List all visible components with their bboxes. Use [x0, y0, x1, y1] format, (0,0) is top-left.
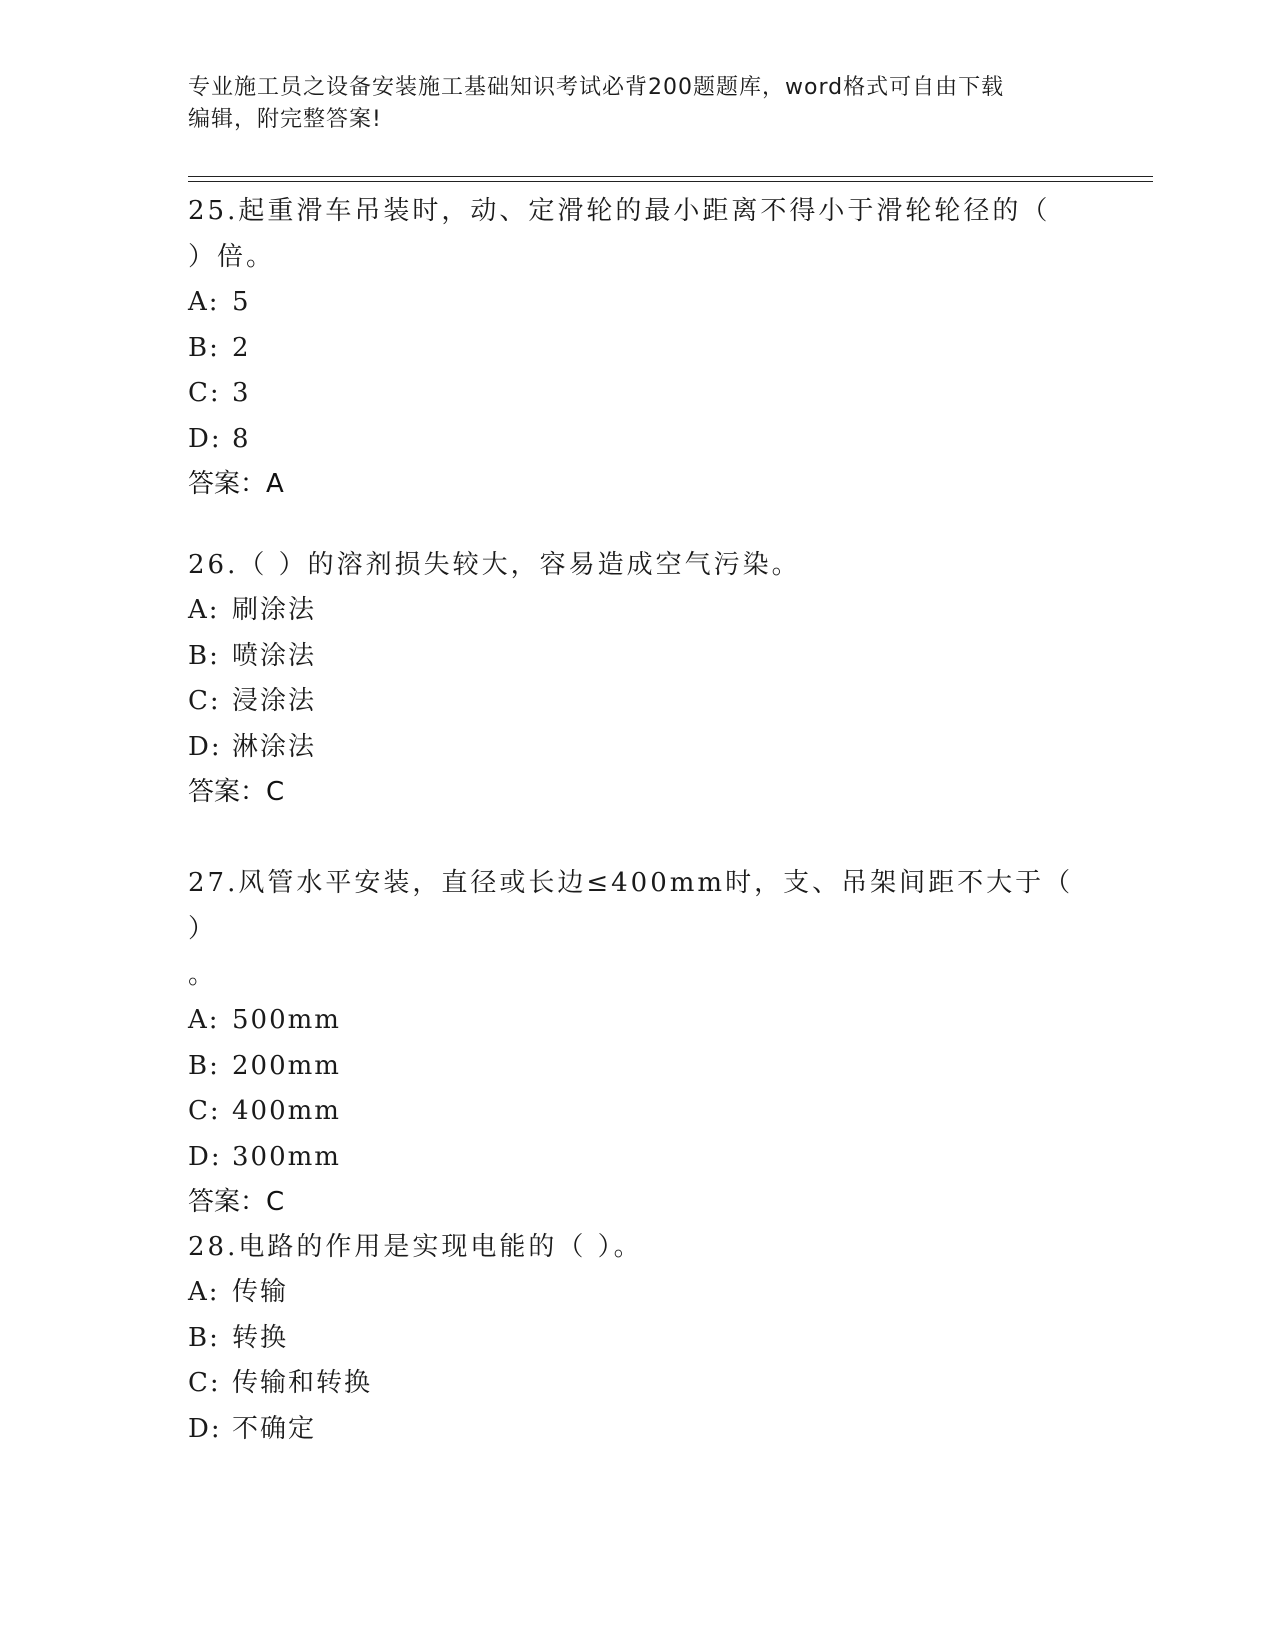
option-letter: B:: [188, 1050, 220, 1081]
document-header: [188, 72, 1068, 136]
option-text: 刷涂法: [232, 595, 317, 625]
option-a: [188, 998, 1088, 1044]
option-letter: A:: [188, 1005, 220, 1035]
option-text: 2: [232, 332, 251, 363]
header-divider-bottom: [188, 181, 1153, 182]
option-text: 喷涂法: [232, 640, 317, 671]
option-a: [188, 588, 1088, 634]
option-letter: B:: [188, 1322, 220, 1353]
option-text: 浸涂法: [232, 686, 317, 716]
question-text: 26.（ ）的溶剂损失较大，容易造成空气污染。: [188, 550, 801, 580]
option-text: 400mm: [232, 1096, 341, 1126]
option-text: 500mm: [232, 1005, 341, 1035]
option-b: [188, 1044, 1088, 1090]
option-letter: A:: [188, 595, 220, 625]
option-letter: C:: [188, 1368, 221, 1398]
option-letter: C:: [188, 686, 221, 716]
option-letter: D:: [188, 731, 222, 762]
question-text-continued: 。: [188, 960, 218, 990]
option-text: 不确定: [232, 1413, 317, 1444]
header-title-line-1: 专业施工员之设备安装施工基础知识考试必背200题题库，word格式可自由下载: [188, 75, 1005, 100]
option-text: 8: [232, 423, 251, 454]
answer-line: 答案：C: [188, 1187, 285, 1217]
question-text-continued: ）倍。: [188, 242, 276, 272]
option-letter: A:: [188, 287, 220, 317]
option-c: [188, 1089, 1088, 1135]
option-d: [188, 417, 1088, 463]
option-text: 3: [232, 378, 251, 408]
question-28: [188, 1224, 1088, 1452]
option-letter: D:: [188, 1141, 222, 1172]
option-letter: B:: [188, 332, 220, 363]
header-divider-top: [188, 176, 1153, 177]
option-a: [188, 280, 1088, 326]
option-b: [188, 634, 1088, 680]
option-letter: C:: [188, 378, 221, 408]
answer-line: 答案：C: [188, 777, 285, 807]
answer-line: 答案：A: [188, 469, 284, 499]
question-25: [188, 188, 1088, 506]
option-letter: A:: [188, 1277, 220, 1307]
header-title-line-2: 编辑，附完整答案!: [188, 107, 382, 132]
question-27: [188, 860, 1088, 1224]
option-text: 传输和转换: [232, 1368, 373, 1398]
option-text: 300mm: [232, 1141, 341, 1172]
option-text: 5: [232, 287, 251, 317]
option-c: [188, 1361, 1088, 1407]
option-d: [188, 1407, 1088, 1453]
option-c: [188, 371, 1088, 417]
option-b: [188, 1316, 1088, 1362]
option-text: 淋涂法: [232, 731, 317, 762]
option-b: [188, 326, 1088, 372]
question-text: 25.起重滑车吊装时，动、定滑轮的最小距离不得小于滑轮轮径的（: [188, 196, 1051, 226]
question-26: [188, 542, 1088, 814]
option-letter: B:: [188, 640, 220, 671]
option-d: [188, 725, 1088, 771]
option-letter: D:: [188, 1413, 222, 1444]
option-letter: D:: [188, 423, 222, 454]
option-a: [188, 1270, 1088, 1316]
option-text: 200mm: [232, 1050, 341, 1081]
option-d: [188, 1135, 1088, 1181]
option-letter: C:: [188, 1096, 221, 1126]
question-text: 28.电路的作用是实现电能的（ ）。: [188, 1232, 643, 1262]
option-c: [188, 679, 1088, 725]
option-text: 转换: [232, 1322, 289, 1353]
question-text: 27.风管水平安装，直径或长边≤400mm时，支、吊架间距不大于（ ）: [188, 868, 1074, 944]
option-text: 传输: [232, 1277, 289, 1307]
